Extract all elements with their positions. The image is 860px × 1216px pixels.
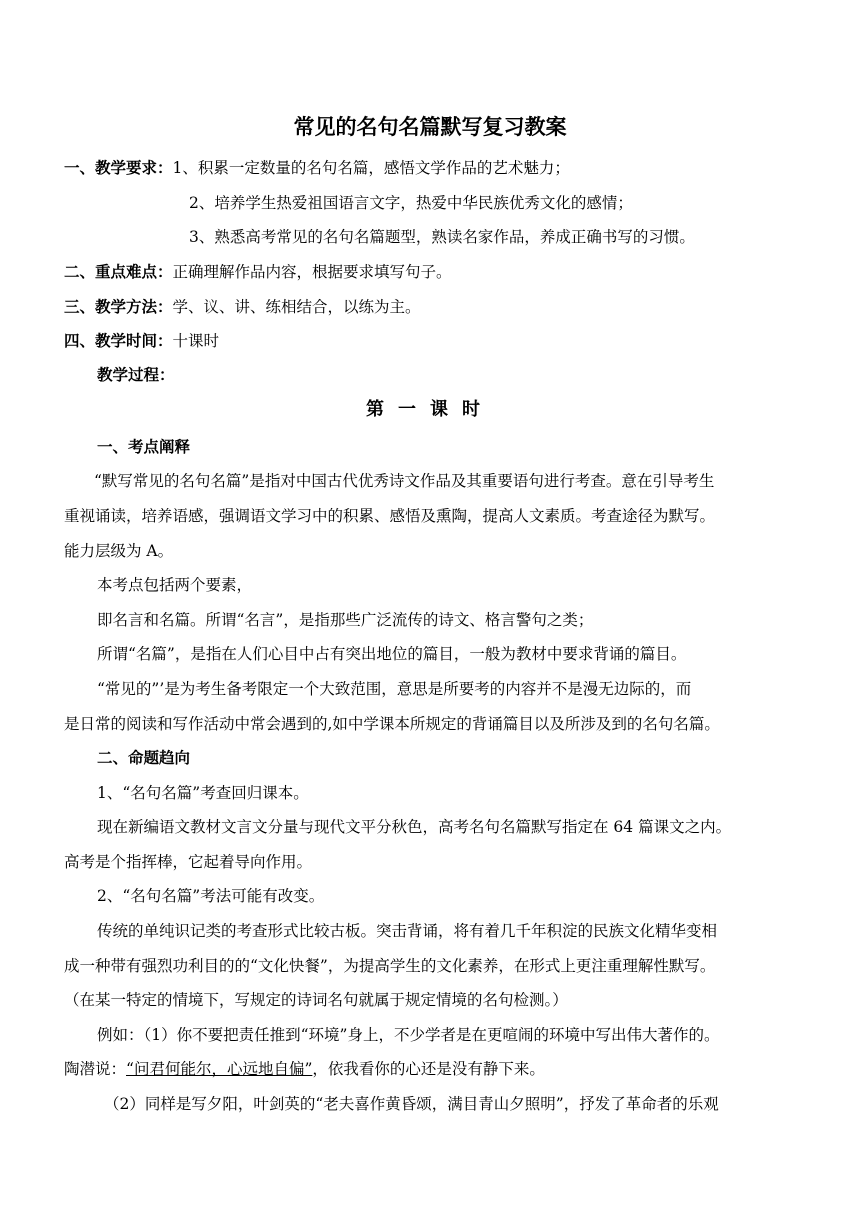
- time-label: 四、教学时间：: [64, 331, 173, 350]
- requirement-2: 2、培养学生热爱祖国语言文字，热爱中华民族优秀文化的感情；: [189, 194, 633, 212]
- trend-2: 2、“名句名篇”考法可能有改变。: [97, 887, 325, 905]
- paragraph-1-line-2: 重视诵读，培养语感，强调语文学习中的积累、感悟及熏陶，提高人文素质。考查途径为默写。: [64, 507, 716, 525]
- method-text: 学、议、讲、练相结合，以练为主。: [172, 298, 421, 316]
- paragraph-8-line-2: [64, 1058, 796, 1080]
- requirement-3: 3、熟悉高考常见的名句名篇题型，熟读名家作品，养成正确书写的习惯。: [189, 228, 695, 246]
- quote-intro: 陶潜说：: [64, 1060, 127, 1078]
- underlined-quote: “问君何能尔，心远地自偏”: [126, 1060, 313, 1078]
- process-label: 教学过程：: [97, 365, 175, 384]
- time-text: 十课时: [172, 332, 220, 350]
- trend-1: 1、“名句名篇”考查回归课本。: [97, 784, 309, 802]
- paragraph-7-line-1: 传统的单纯识记类的考查形式比较古板。突击背诵，将有着几千年积淀的民族文化精华变相: [97, 922, 718, 940]
- teaching-time: [64, 330, 796, 352]
- lesson-heading: 第一课时: [366, 399, 494, 420]
- section-1-heading: 一、考点阐释: [97, 437, 191, 456]
- paragraph-1-line-3: 能力层级为 A。: [64, 542, 174, 560]
- key-points-text: 正确理解作品内容，根据要求填写句子。: [172, 263, 452, 281]
- paragraph-3: 即名言和名篇。所谓“名言”，是指那些广泛流传的诗文、格言警句之类；: [97, 611, 594, 629]
- method-label: 三、教学方法：: [64, 297, 173, 316]
- paragraph-6-line-2: 高考是个指挥棒，它起着导向作用。: [64, 853, 313, 871]
- paragraph-7-line-3: （在某一特定的情境下，写规定的诗词名句就属于规定情境的名句检测。）: [64, 991, 568, 1009]
- key-points-label: 二、重点难点：: [64, 262, 173, 281]
- paragraph-8-line-1: 例如：（1）你不要把责任推到“环境”身上，不少学者是在更喧闹的环境中写出伟大著作的。: [97, 1026, 720, 1044]
- section-2-heading: 二、命题趋向: [97, 748, 191, 767]
- paragraph-6-line-1: 现在新编语文教材文言文分量与现代文平分秋色，高考名句名篇默写指定在 64 篇课文之内。: [97, 818, 732, 836]
- paragraph-5-line-1: “常见的”’是为考生备考限定一个大致范围，意思是所要考的内容并不是漫无边际的，而: [97, 680, 692, 698]
- teaching-requirements: [64, 157, 796, 179]
- paragraph-9: （2）同样是写夕阳，叶剑英的“老夫喜作黄昏颂，满目青山夕照明”，抒发了革命者的乐观: [104, 1095, 719, 1113]
- paragraph-2: 本考点包括两个要素，: [97, 576, 253, 594]
- paragraph-4: 所谓“名篇”，是指在人们心目中占有突出地位的篇目，一般为教材中要求背诵的篇目。: [97, 645, 687, 663]
- paragraph-1-line-1: “默写常见的名句名篇”是指对中国古代优秀诗文作品及其重要语句进行考查。意在引导考生: [94, 472, 715, 490]
- document-title: 常见的名句名篇默写复习教案: [293, 114, 567, 139]
- key-points: [64, 261, 796, 283]
- quote-followup: ，依我看你的心还是没有静下来。: [312, 1060, 545, 1078]
- requirements-label: 一、教学要求：: [64, 158, 173, 177]
- paragraph-5-line-2: 是日常的阅读和写作活动中常会遇到的,如中学课本所规定的背诵篇目以及所涉及到的名句名篇。: [64, 715, 720, 733]
- requirement-1: 1、积累一定数量的名句名篇，感悟文学作品的艺术魅力；: [172, 159, 570, 177]
- teaching-method: [64, 296, 796, 318]
- paragraph-7-line-2: 成一种带有强烈功利目的的“文化快餐”，为提高学生的文化素养，在形式上更注重理解性默写。: [64, 957, 716, 975]
